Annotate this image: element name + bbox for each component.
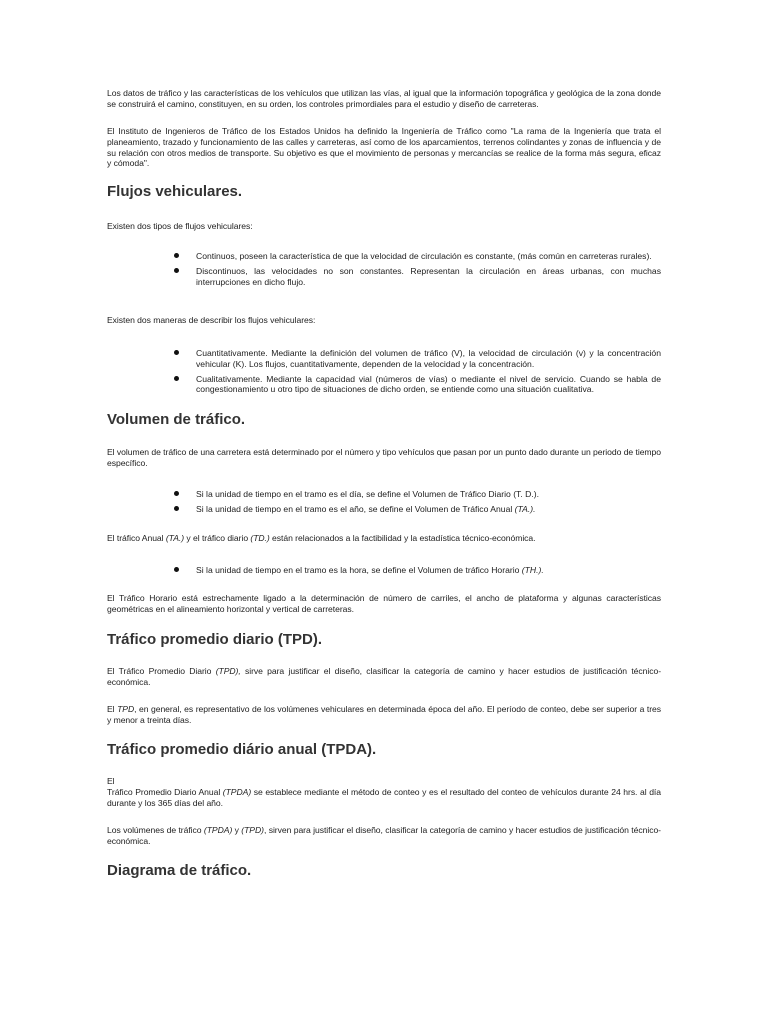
tpda-paragraph-1 — [107, 776, 661, 808]
text-run: El — [107, 776, 115, 786]
text-run: están relacionados a la factibilidad y la estadística técnico-económica. — [269, 533, 536, 543]
list-item — [172, 489, 661, 500]
heading-tpd: Tráfico promedio diario (TPD). — [107, 631, 323, 648]
list-item — [172, 504, 661, 515]
heading-diagrama-de-trafico: Diagrama de tráfico. — [107, 862, 252, 879]
volumen-paragraph-2 — [107, 533, 661, 544]
bullet-icon — [174, 253, 179, 258]
flujos-maneras-list — [172, 348, 661, 399]
abbrev-ta: (TA.) — [165, 533, 185, 543]
abbrev-tpd: (TPD), — [215, 666, 241, 676]
list-item — [172, 565, 661, 576]
abbrev-td: (TD.) — [250, 533, 270, 543]
bullet-icon — [174, 376, 179, 381]
text-run: y — [232, 825, 242, 835]
list-item — [172, 374, 661, 396]
tpd-paragraph-2 — [107, 704, 661, 726]
volumen-paragraph-3: El Tráfico Horario está estrechamente ligado a la determinación de número de carriles, el ancho de plataforma y algunas características geométricas en el alineamiento horizontal y vertical de carreteras. — [107, 593, 661, 614]
bullet-icon — [174, 506, 179, 511]
bullet-icon — [174, 268, 179, 273]
text-run: Tráfico Promedio Diario Anual — [107, 786, 223, 797]
list-item-abbrev: (TH.). — [521, 565, 544, 575]
abbrev-tpd: TPD — [117, 704, 135, 714]
list-item — [172, 348, 661, 370]
text-run: El — [107, 704, 118, 714]
bullet-icon — [174, 567, 179, 572]
list-item-text: Continuos, poseen la característica de que la velocidad de circulación es constante, (más común en carreteras rurales). — [196, 251, 652, 261]
text-run: , en general, es representativo de los volúmenes vehiculares en determinada época del año. El período de conteo, debe ser superior a tres y menor a treinta días. — [107, 704, 661, 725]
tpd-paragraph-1 — [107, 666, 661, 688]
list-item-abbrev: (TA.). — [514, 503, 536, 514]
list-item-text: Si la unidad de tiempo en el tramo es el año, se define el Volumen de Tráfico Anual — [196, 503, 515, 514]
list-item-text: Cualitativamente. Mediante la capacidad vial (números de vías) o mediante el nivel de servicio. Cuando se habla de congestionamiento u otro tipo de situaciones de dicho orden, se entiende como una situación cualitativa. — [196, 373, 661, 395]
intro-paragraph-1: Los datos de tráfico y las características de los vehículos que utilizan las vías, al igual que la información topográfica y geológica de la zona donde se construirá el camino, constituyen, en su orden, los controles primordiales para el estudio y diseño de carreteras. — [107, 88, 661, 109]
list-item — [172, 266, 661, 288]
flujos-paragraph-1: Existen dos tipos de flujos vehiculares: — [107, 221, 253, 231]
text-run: El Tráfico Promedio Diario — [107, 666, 216, 676]
text-run: El tráfico Anual — [107, 533, 166, 543]
list-item-text: Si la unidad de tiempo en el tramo es el día, se define el Volumen de Tráfico Diario (T. D.). — [196, 489, 539, 499]
bullet-icon — [174, 491, 179, 496]
list-item-text: Si la unidad de tiempo en el tramo es la hora, se define el Volumen de tráfico Horario — [196, 565, 522, 575]
text-run: , sirven para justificar el diseño, clasificar la categoría de camino y hacer estudios de justificación técnico-económica. — [107, 825, 661, 846]
volumen-paragraph-1: El volumen de tráfico de una carretera está determinado por el número y tipo vehículos que pasan por un punto dado durante un periodo de tiempo específico. — [107, 447, 661, 468]
abbrev-tpda: (TPDA) — [222, 786, 252, 797]
text-run: sirve para justificar el diseño, clasificar la categoría de camino y hacer estudios de justificación técnico-económica. — [107, 666, 662, 687]
list-item — [172, 251, 661, 262]
list-item-text: Cuantitativamente. Mediante la definición del volumen de tráfico (V), la velocidad de circulación (v) y la concentración vehicular (K). Los flujos, cuantitativamente, dependen de la velocidad y la concentración. — [196, 348, 661, 369]
flujos-tipos-list — [172, 251, 661, 291]
tpda-paragraph-2 — [107, 825, 661, 847]
heading-volumen-de-trafico: Volumen de tráfico. — [107, 411, 246, 428]
volumen-list-1 — [172, 489, 661, 519]
bullet-icon — [174, 350, 179, 355]
list-item-text: Discontinuos, las velocidades no son constantes. Representan la circulación en áreas urbanas, con muchas interrupciones en dicho flujo. — [196, 265, 661, 287]
text-run: y el tráfico diario — [184, 533, 251, 543]
text-run: se establece mediante el método de conteo y es el resultado del conteo de vehículos durante 24 hrs. al día durante y los 365 días del año. — [107, 786, 661, 808]
abbrev-tpd: (TPD) — [241, 825, 264, 835]
heading-tpda: Tráfico promedio diário anual (TPDA). — [107, 741, 377, 758]
flujos-paragraph-2: Existen dos maneras de describir los flujos vehiculares: — [107, 315, 316, 325]
heading-flujos-vehiculares: Flujos vehiculares. — [107, 183, 243, 200]
abbrev-tpda: (TPDA) — [203, 825, 233, 835]
intro-paragraph-2: El Instituto de Ingenieros de Tráfico de los Estados Unidos ha definido la Ingeniería de Tráfico como "La rama de la Ingeniería que trata el planeamiento, trazado y funcionamiento de las calles y carreteras, así como de los aparcamientos, terrenos colindantes y zonas de influencia y de su relación con otros medios de transporte. Su objetivo es que el movimiento de personas y mercancías se realice de la forma más segura, eficaz y cómoda". — [107, 126, 661, 169]
text-run: Los volúmenes de tráfico — [107, 825, 204, 835]
volumen-list-2 — [172, 565, 661, 580]
